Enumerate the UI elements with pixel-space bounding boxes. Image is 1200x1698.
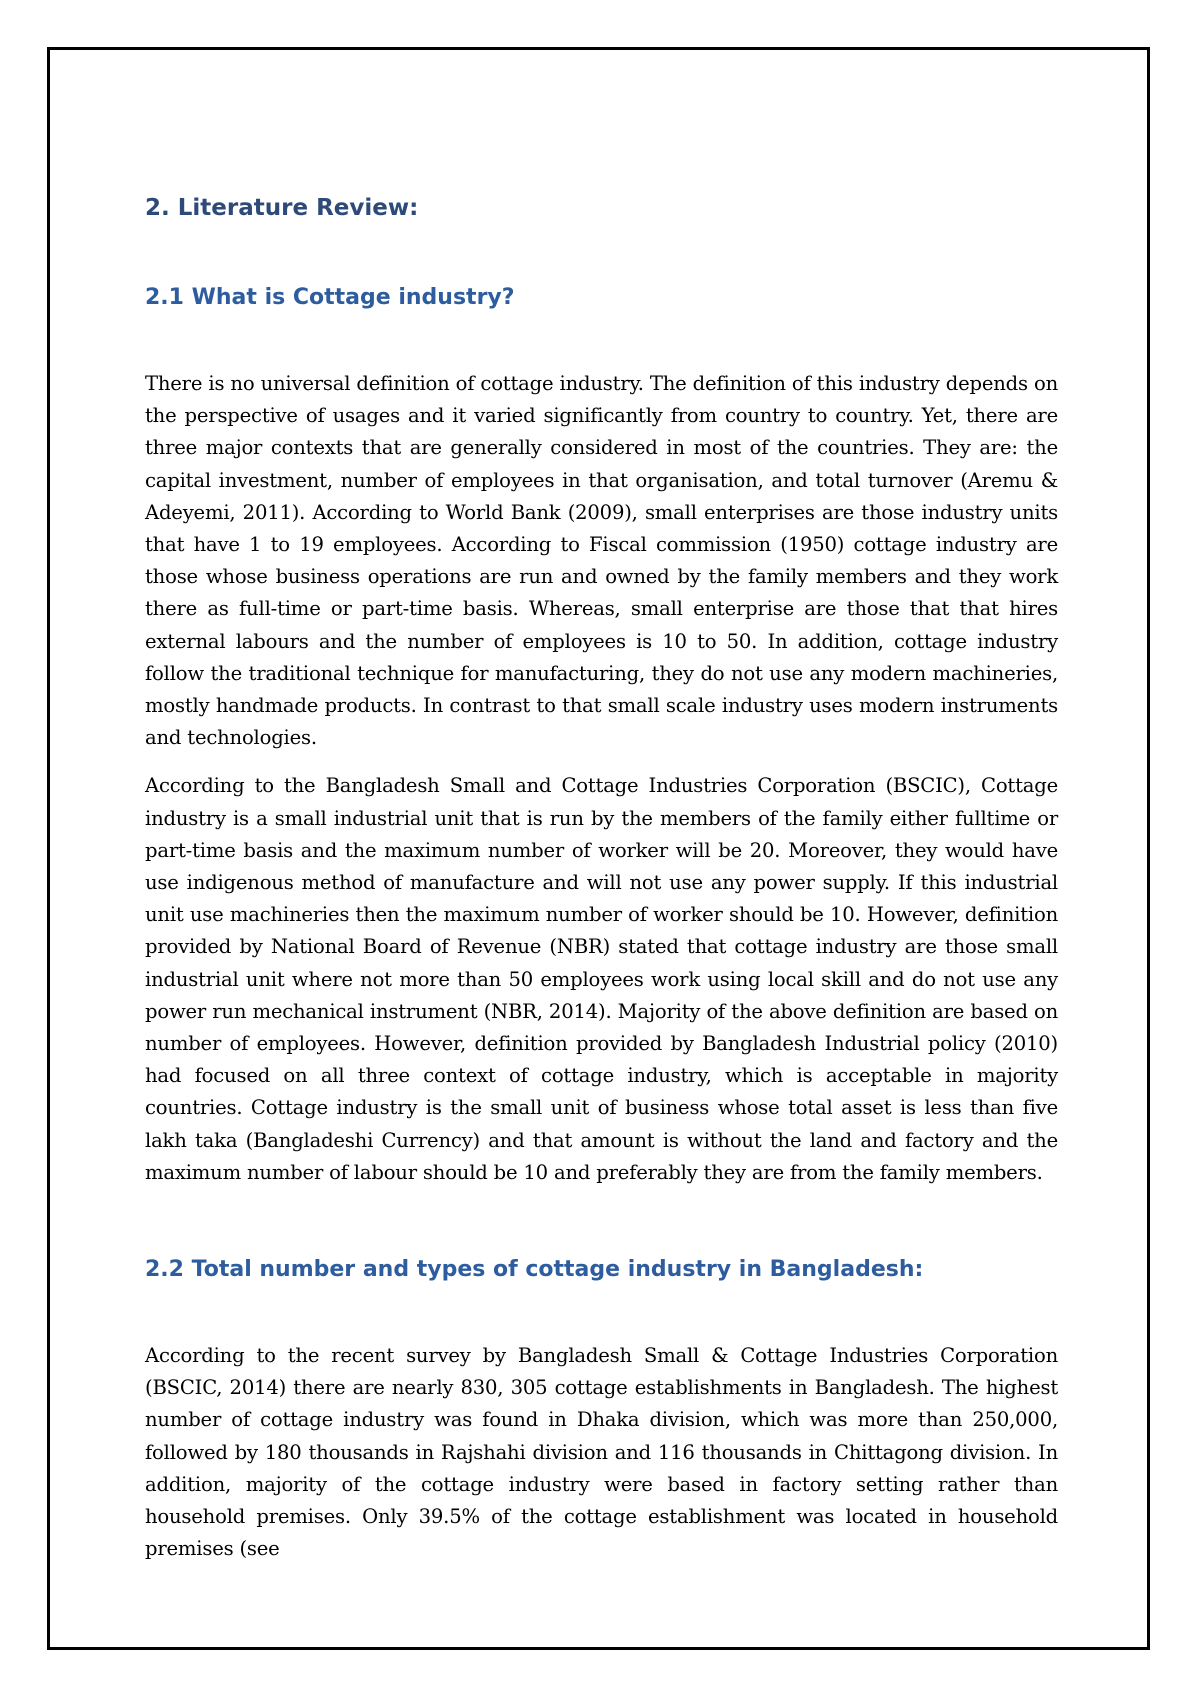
document-body — [145, 195, 1058, 1582]
paragraph-definition: There is no universal definition of cottage industry. The definition of this industry depends on the perspective of usages and it varied significantly from country to country. Yet, there are three major contexts that are generally considered in most of the countries. They are: the capital investment, number of employees in that organisation, and total turnover (Aremu & Adeyemi, 2011). According to World Bank (2009), small enterprises are those industry units that have 1 to 19 employees. According to Fiscal commission (1950) cottage industry are those whose business operations are run and owned by the family members and they work there as full-time or part-time basis. Whereas, small enterprise are those that that hires external labours and the number of employees is 10 to 50. In addition, cottage industry follow the traditional technique for manufacturing, they do not use any modern machineries, mostly handmade products. In contrast to that small scale industry uses modern instruments and technologies. — [145, 372, 1058, 750]
paragraph-bscic-definition: According to the Bangladesh Small and Cottage Industries Corporation (BSCIC), Cottage industry is a small industrial unit that is run by the members of the family either fulltime or part-time basis and the maximum number of worker will be 20. Moreover, they would have use indigenous method of manufacture and will not use any power supply. If this industrial unit use machineries then the maximum number of worker should be 10. However, definition provided by National Board of Revenue (NBR) stated that cottage industry are those small industrial unit where not more than 50 employees work using local skill and do not use any power run mechanical instrument (NBR, 2014). Majority of the above definition are based on number of employees. However, definition provided by Bangladesh Industrial policy (2010) had focused on all three context of cottage industry, which is acceptable in majority countries. Cottage industry is the small unit of business whose total asset is less than five lakh taka (Bangladeshi Currency) and that amount is without the land and factory and the maximum number of labour should be 10 and preferably they are from the family members. — [145, 774, 1058, 1184]
chapter-heading: 2. Literature Review: — [145, 195, 419, 221]
section-heading-2-1: 2.1 What is Cottage industry? — [145, 285, 515, 310]
paragraph-survey: According to the recent survey by Bangladesh Small & Cottage Industries Corporation (BSCIC, 2014) there are nearly 830, 305 cottage establishments in Bangladesh. The highest number of cottage industry was found in Dhaka division, which was more than 250,000, followed by 180 thousands in Rajshahi division and 116 thousands in Chittagong division. In addition, majority of the cottage industry were based in factory setting rather than household premises. Only 39.5% of the cottage establishment was located in household premises (see — [145, 1344, 1058, 1561]
section-heading-2-2: 2.2 Total number and types of cottage industry in Bangladesh: — [145, 1257, 924, 1283]
